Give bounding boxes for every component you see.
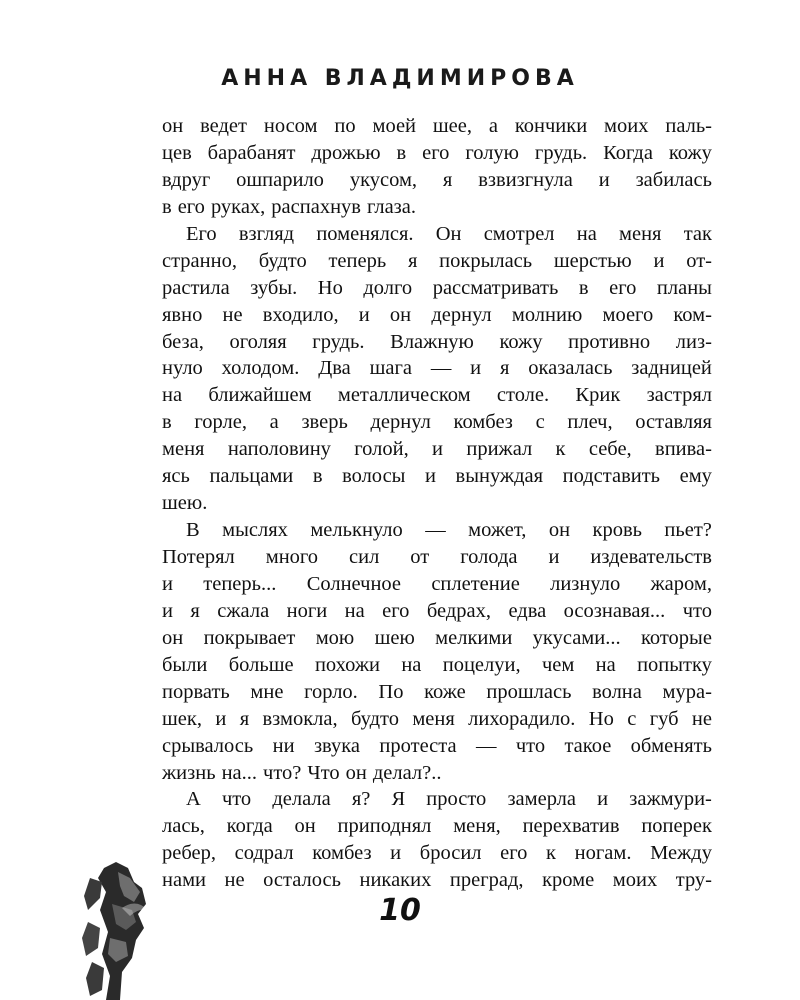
word: не xyxy=(691,707,712,730)
word: шага xyxy=(369,357,412,380)
word: я xyxy=(190,599,200,622)
word: его xyxy=(177,195,205,218)
word: моих xyxy=(604,115,649,137)
word: перехватив xyxy=(522,815,620,838)
word: Я xyxy=(391,788,406,811)
word: поцелуи, xyxy=(442,653,521,676)
text-line xyxy=(162,382,712,409)
word: Что xyxy=(307,761,340,784)
word: он xyxy=(345,761,367,784)
word: чем xyxy=(541,653,575,676)
word: Крик xyxy=(575,384,621,407)
word: взгляд xyxy=(238,222,295,245)
word: волна xyxy=(592,680,642,703)
word: смотрел xyxy=(483,222,555,245)
word: грудь. xyxy=(534,141,588,164)
word: никаких xyxy=(359,869,432,892)
word: я xyxy=(500,357,510,380)
word: По xyxy=(378,680,404,703)
word: зажмури- xyxy=(629,788,712,811)
word: беза, xyxy=(162,330,204,353)
word: ни xyxy=(272,734,295,757)
word: оголяя xyxy=(229,330,287,353)
word: он xyxy=(548,519,571,542)
word: Влажную xyxy=(390,330,474,353)
word: ему xyxy=(679,465,712,488)
word: поменялся. xyxy=(316,222,414,245)
word: А xyxy=(186,788,201,811)
word: и xyxy=(390,842,402,865)
word: просто xyxy=(426,788,487,811)
word: Но xyxy=(588,707,614,730)
word: осознавая... xyxy=(563,599,666,622)
word: на xyxy=(595,653,616,676)
word: мне xyxy=(250,680,284,703)
word: металлическом xyxy=(337,384,471,407)
text-line xyxy=(162,275,712,302)
word: наполовину xyxy=(227,438,331,461)
word: и xyxy=(548,546,560,568)
word: Но xyxy=(317,276,343,299)
text-line xyxy=(162,194,712,221)
word: покрылась xyxy=(439,249,533,272)
word: цев xyxy=(162,141,192,164)
word: Его xyxy=(186,222,217,245)
word: бросил xyxy=(419,842,482,865)
word: попытку xyxy=(637,653,712,676)
word: я xyxy=(239,707,250,730)
word: шею. xyxy=(162,492,208,515)
word: ком- xyxy=(673,303,712,326)
word: будто xyxy=(258,249,307,272)
word: вдруг xyxy=(162,168,211,191)
word: молнию xyxy=(511,303,583,326)
word: барабанят xyxy=(207,141,296,164)
word: грудь. xyxy=(312,330,365,353)
word: я? xyxy=(351,788,371,811)
word: теперь... xyxy=(203,572,277,595)
word: Солнечное xyxy=(306,572,402,595)
word: подставить xyxy=(562,465,661,488)
word: оставляя xyxy=(635,411,712,434)
word: больше xyxy=(228,653,294,676)
word: не xyxy=(224,869,245,892)
word: тру- xyxy=(675,869,712,892)
word: странно, xyxy=(162,249,237,272)
word: сил xyxy=(349,546,380,568)
word: и xyxy=(653,249,665,272)
word: он xyxy=(162,115,184,137)
word: укусом, xyxy=(349,168,418,191)
word: на xyxy=(401,653,422,676)
word: что xyxy=(515,734,546,757)
text-line xyxy=(162,355,712,382)
word: меня, xyxy=(453,815,501,838)
word: шек, xyxy=(162,707,202,730)
word: ноги xyxy=(286,599,328,622)
text-line xyxy=(162,463,712,490)
page-number: 10 xyxy=(379,893,421,928)
word: прижал xyxy=(466,438,533,461)
text-line xyxy=(162,598,712,625)
word: теперь xyxy=(328,249,387,272)
word: зубы. xyxy=(250,276,298,299)
word: мыслях xyxy=(222,519,288,542)
word: лиз- xyxy=(675,330,712,353)
word: что xyxy=(221,788,252,811)
word: горло. xyxy=(304,680,358,703)
word: меня xyxy=(619,222,662,245)
word: и xyxy=(162,572,173,595)
word: — xyxy=(425,519,446,542)
word: носом xyxy=(263,115,318,137)
text-line xyxy=(162,840,712,867)
word: замерла xyxy=(507,788,577,811)
word: в xyxy=(162,411,172,434)
word: укусами... xyxy=(532,626,621,649)
word: дернул xyxy=(370,411,431,434)
word: забилась xyxy=(635,168,712,191)
word: его xyxy=(609,276,637,299)
word: протеста xyxy=(379,734,457,757)
word: порвать xyxy=(162,680,230,703)
word: на xyxy=(576,222,597,245)
word: входило, xyxy=(262,303,339,326)
word: волосы xyxy=(342,465,406,488)
word: застрял xyxy=(646,384,712,407)
word: от xyxy=(410,546,430,568)
text-line xyxy=(162,625,712,652)
text-line xyxy=(162,544,712,571)
word: на xyxy=(162,384,183,407)
word: Потерял xyxy=(162,546,235,568)
word: Между xyxy=(650,842,712,865)
word: лась, xyxy=(162,815,205,838)
word: с xyxy=(535,411,545,434)
text-line xyxy=(162,302,712,329)
word: шерстью xyxy=(553,249,632,272)
word: к xyxy=(555,438,566,461)
word: паль- xyxy=(665,115,712,137)
word: ведет xyxy=(200,115,247,137)
word: мелкими xyxy=(435,626,513,649)
word: оказалась xyxy=(528,357,613,380)
word: может, xyxy=(468,519,527,542)
word: похожи xyxy=(314,653,380,676)
word: преград, xyxy=(449,869,524,892)
word: кроме xyxy=(542,869,595,892)
word: ногам. xyxy=(574,842,632,865)
word: моих xyxy=(612,869,658,892)
word: мою xyxy=(315,626,355,649)
word: Два xyxy=(318,357,351,380)
word: рассматривать xyxy=(432,276,559,299)
word: меня xyxy=(412,707,455,730)
word: звука xyxy=(313,734,361,757)
text-line xyxy=(162,490,712,517)
text-line xyxy=(162,760,712,787)
word: он xyxy=(162,626,184,649)
word: прошлась xyxy=(486,680,572,703)
word: покрывает xyxy=(203,626,296,649)
word: кожу xyxy=(499,330,543,353)
word: его xyxy=(382,599,410,622)
word: губ xyxy=(649,707,679,730)
word: и xyxy=(598,168,610,191)
word: нами xyxy=(162,869,207,892)
word: — xyxy=(430,357,452,380)
word: глаза. xyxy=(366,195,416,218)
text-line xyxy=(162,167,712,194)
word: а xyxy=(269,411,279,434)
word: моей xyxy=(372,115,417,137)
text-line xyxy=(162,652,712,679)
word: лизнуло xyxy=(550,572,621,595)
word: в xyxy=(312,465,323,488)
word: его xyxy=(500,842,528,865)
word: и xyxy=(597,788,609,811)
word: едва xyxy=(508,599,547,622)
word: будто xyxy=(350,707,399,730)
text-line xyxy=(162,733,712,760)
text-line xyxy=(162,706,712,733)
text-line xyxy=(162,436,712,463)
word: В xyxy=(186,519,200,542)
word: плеч, xyxy=(567,411,613,434)
word: я xyxy=(442,168,453,191)
text-line xyxy=(162,517,712,544)
word: сжала xyxy=(217,599,270,622)
word: ясь xyxy=(162,465,190,488)
word: он xyxy=(389,303,412,326)
word: шее, xyxy=(432,115,472,137)
word: которые xyxy=(640,626,712,649)
body-text xyxy=(162,113,712,894)
word: делала xyxy=(272,788,331,811)
word: когда xyxy=(226,815,273,838)
word: руках, xyxy=(210,195,266,218)
word: пальцами xyxy=(209,465,294,488)
word: кожу xyxy=(668,141,712,164)
word: делал?.. xyxy=(372,761,442,784)
word: зверь xyxy=(301,411,348,434)
word: задницей xyxy=(631,357,712,380)
word: а xyxy=(488,115,498,137)
text-line xyxy=(162,329,712,356)
word: мура- xyxy=(662,680,712,703)
word: ближайшем xyxy=(208,384,312,407)
word: кончики xyxy=(514,115,588,137)
word: по xyxy=(334,115,356,137)
word: горле, xyxy=(194,411,247,434)
text-line xyxy=(162,248,712,275)
word: кровь xyxy=(592,519,642,542)
word: много xyxy=(265,546,319,568)
word: голода xyxy=(460,546,518,568)
word: — xyxy=(475,734,497,757)
word: его xyxy=(422,141,450,164)
word: так xyxy=(683,222,712,245)
text-line xyxy=(162,786,712,813)
text-line xyxy=(162,113,712,140)
word: комбез xyxy=(453,411,513,434)
word: холодом. xyxy=(221,357,300,380)
word: и xyxy=(358,303,370,326)
word: моего xyxy=(602,303,654,326)
text-line xyxy=(162,409,712,436)
word: что xyxy=(682,599,712,622)
word: в xyxy=(578,276,589,299)
word: явно xyxy=(162,303,203,326)
word: обменять xyxy=(630,734,712,757)
word: жизнь xyxy=(162,761,216,784)
word: осталось xyxy=(263,869,341,892)
word: приподнял xyxy=(337,815,432,838)
word: сплетение xyxy=(431,572,520,595)
word: я xyxy=(407,249,418,272)
word: дрожью xyxy=(311,141,381,164)
word: что? xyxy=(263,761,302,784)
word: с xyxy=(627,707,637,730)
word: ошпарило xyxy=(236,168,324,191)
word: распахнув xyxy=(271,195,361,218)
word: шею xyxy=(374,626,415,649)
word: вынуждая xyxy=(455,465,544,488)
word: на... xyxy=(221,761,258,784)
word: нуло xyxy=(162,357,203,380)
running-head: АННА ВЛАДИМИРОВА xyxy=(221,66,579,91)
word: голой, xyxy=(354,438,409,461)
word: от- xyxy=(686,249,712,272)
word: дернул xyxy=(431,303,492,326)
word: впива- xyxy=(655,438,712,461)
word: растила xyxy=(162,276,230,299)
word: Он xyxy=(435,222,462,245)
ornament-figure-icon xyxy=(76,858,156,1000)
word: ребер, xyxy=(162,842,216,865)
word: столе. xyxy=(496,384,550,407)
word: в xyxy=(396,141,407,164)
word: были xyxy=(162,653,208,676)
word: на xyxy=(344,599,365,622)
word: жаром, xyxy=(650,572,712,595)
word: взвизгнула xyxy=(478,168,573,191)
word: в xyxy=(162,195,172,218)
word: и xyxy=(432,438,444,461)
word: голую xyxy=(465,141,519,164)
word: содрал xyxy=(234,842,294,865)
text-line xyxy=(162,140,712,167)
word: себе, xyxy=(588,438,632,461)
word: планы xyxy=(656,276,712,299)
word: лихорадило. xyxy=(468,707,576,730)
word: противно xyxy=(568,330,651,353)
word: пьет? xyxy=(664,519,712,542)
word: комбез xyxy=(312,842,372,865)
word: к xyxy=(546,842,556,865)
word: и xyxy=(215,707,227,730)
word: долго xyxy=(363,276,413,299)
text-line xyxy=(162,571,712,598)
text-line xyxy=(162,813,712,840)
word: поперек xyxy=(641,815,712,838)
word: взмокла, xyxy=(262,707,338,730)
word: и xyxy=(470,357,482,380)
text-line xyxy=(162,867,712,894)
word: срывалось xyxy=(162,734,254,757)
word: коже xyxy=(424,680,466,703)
word: не xyxy=(222,303,243,326)
word: он xyxy=(294,815,316,838)
word: и xyxy=(162,599,173,622)
word: Когда xyxy=(603,141,653,164)
word: и xyxy=(425,465,436,488)
word: бедрах, xyxy=(426,599,492,622)
word: такое xyxy=(564,734,612,757)
word: издевательств xyxy=(590,546,712,568)
text-line xyxy=(162,221,712,248)
text-line xyxy=(162,679,712,706)
word: меня xyxy=(162,438,205,461)
word: мелькнуло xyxy=(310,519,403,542)
